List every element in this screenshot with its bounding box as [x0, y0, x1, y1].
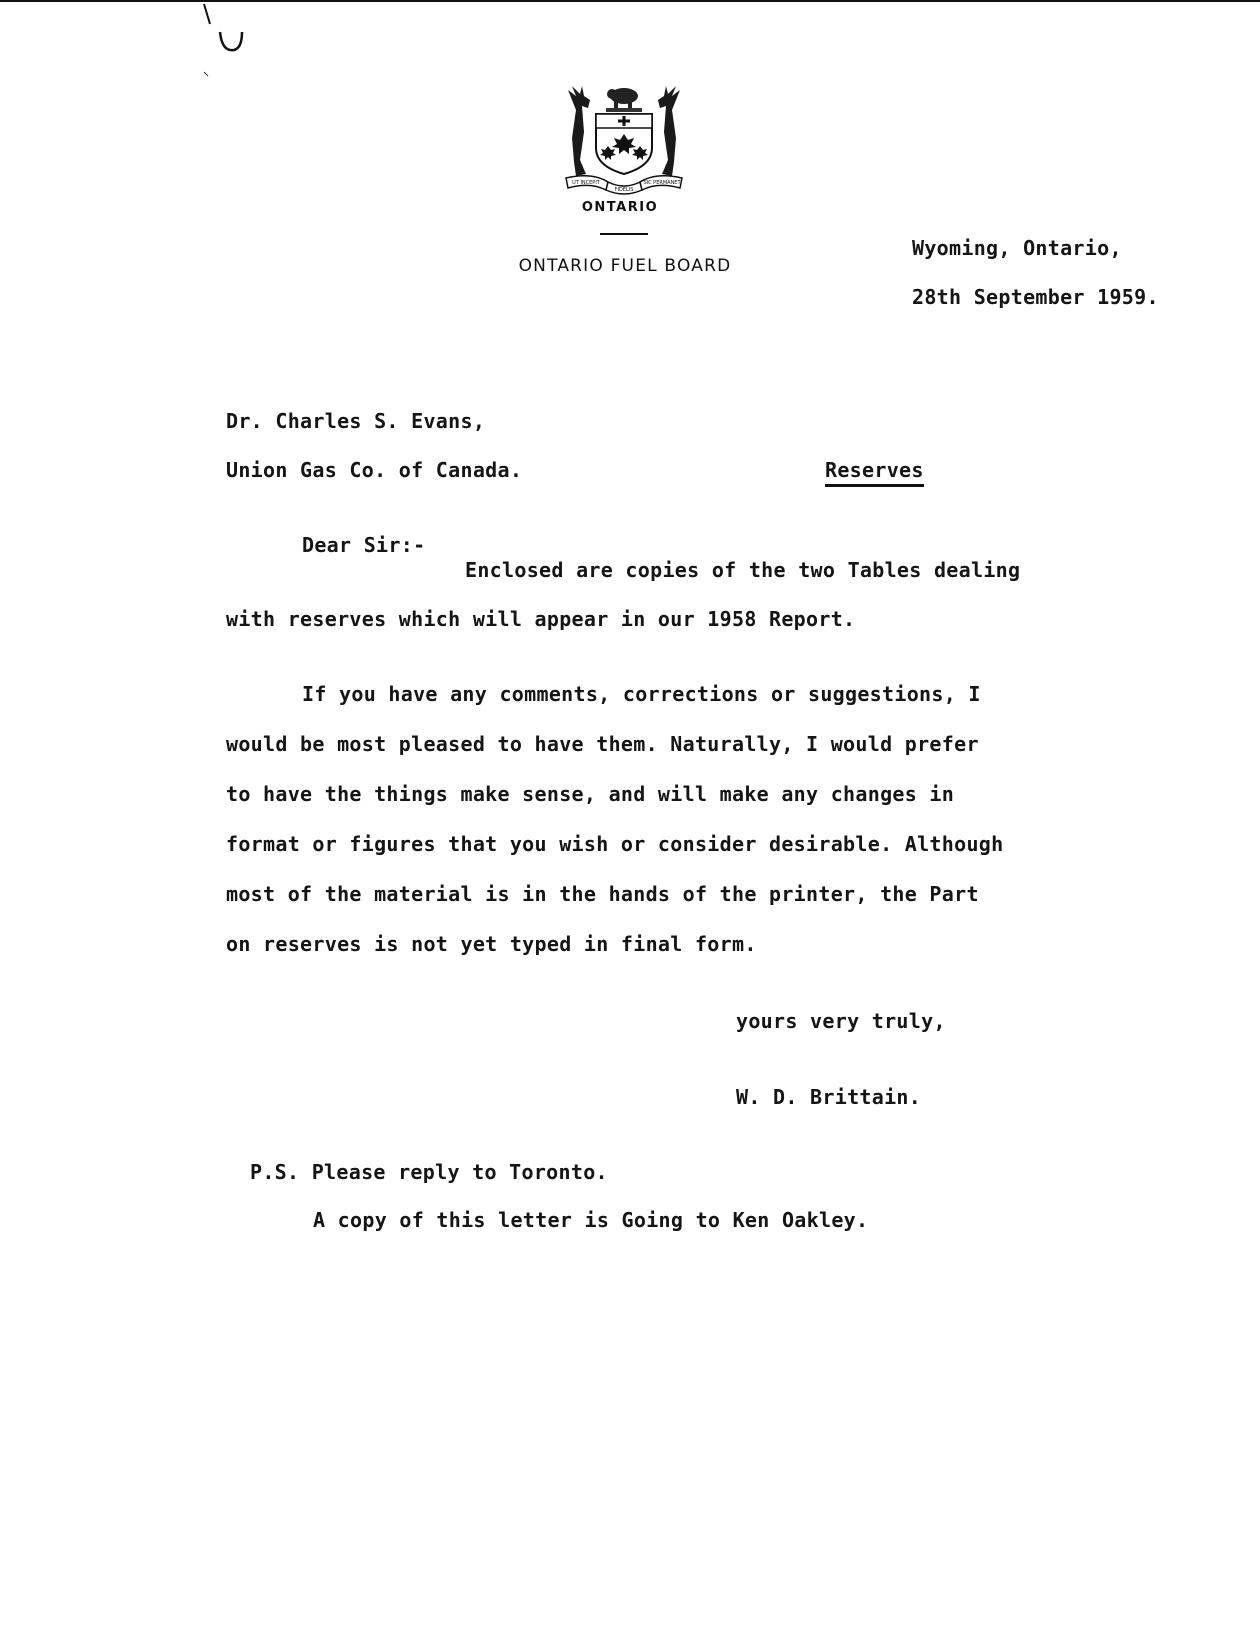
- body-line-4: would be most pleased to have them. Naturally, I would prefer: [226, 732, 979, 756]
- svg-text:UT INCEPIT: UT INCEPIT: [572, 180, 600, 186]
- salutation: Dear Sir:-: [302, 533, 426, 557]
- body-line-7: most of the material is in the hands of the printer, the Part: [226, 882, 979, 906]
- recipient-company: Union Gas Co. of Canada.: [226, 458, 523, 482]
- ontario-crest-logo: [562, 82, 686, 196]
- dateline-place: Wyoming, Ontario,: [912, 236, 1122, 260]
- body-line-8: on reserves is not yet typed in final form.: [226, 932, 757, 956]
- closing: yours very truly,: [736, 1009, 946, 1033]
- letterhead-province: ONTARIO: [581, 200, 659, 215]
- body-line-1: Enclosed are copies of the two Tables dealing: [465, 558, 1021, 582]
- body-line-5: to have the things make sense, and will make any changes in: [226, 782, 955, 806]
- svg-text:FIDELIS: FIDELIS: [614, 187, 634, 193]
- dateline-date: 28th September 1959.: [912, 285, 1159, 309]
- letterhead-divider: [600, 233, 648, 235]
- letterhead-organization: ONTARIO FUEL BOARD: [518, 256, 732, 276]
- subject-reserves: Reserves: [825, 458, 924, 487]
- body-line-2: with reserves which will appear in our 1958 Report.: [226, 607, 856, 631]
- pen-mark: [200, 2, 260, 82]
- body-line-6: format or figures that you wish or consider desirable. Although: [226, 832, 1004, 856]
- postscript-line-1: P.S. Please reply to Toronto.: [250, 1160, 608, 1184]
- postscript-line-2: A copy of this letter is Going to Ken Oakley.: [313, 1208, 869, 1232]
- body-line-3: If you have any comments, corrections or suggestions, I: [302, 682, 981, 706]
- signature: W. D. Brittain.: [736, 1085, 922, 1109]
- recipient-name: Dr. Charles S. Evans,: [226, 409, 486, 433]
- svg-text:SIC PERMANET: SIC PERMANET: [643, 180, 681, 186]
